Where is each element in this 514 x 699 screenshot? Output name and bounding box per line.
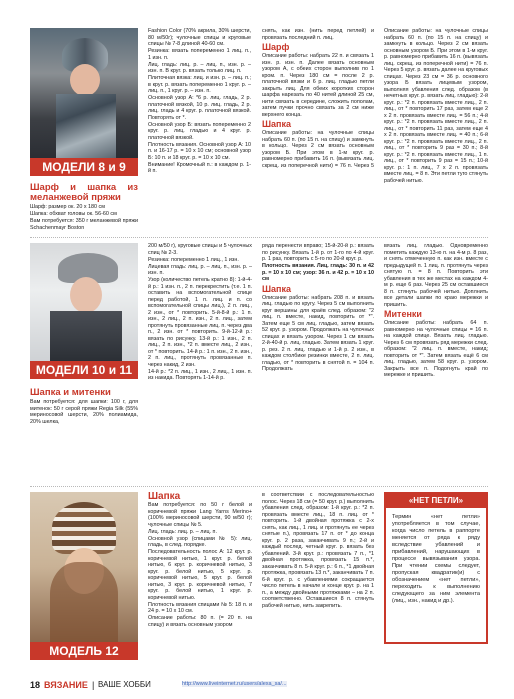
scarf-shape-2 (50, 311, 122, 361)
scarf-size: Шарф: размер ок. 20 х 180 см (30, 204, 105, 210)
scarf-text: Описание работы: набрать 22 п. и связать 1 изн. р. изн. п. Далее вязать основным узором А, с обеих сторон выполнив по 1 кром. п. Через 180 см = после 2 р. платочной вязки и 6 р. лиц. гладью петли закрыть лиц. Для обеих коротких сторон шарфа нарезать по 40 нитей длиной 25 см, нити связать в середине, сложить пополам, затем пучки прочно связать за 2 см ниже верхнего конца. (262, 53, 374, 118)
section1-col2 (148, 28, 251, 175)
mitt-text: Описание работы: набрать 64 п. равномерно на чулочные спицы = 16 п. на каждой спице. Вязать лиц. гладью. Через 6 см провязать ряд мережки след. образом: "2 лиц. п. вместе, накид; повторить от *". Затем вязать ещё 6 см лиц. гладью, затем 58 круг. р. узором. Закрыть все п. Подогнуть край по мережке и пришить. (384, 320, 488, 378)
face-shape (70, 64, 100, 96)
page-footer (0, 674, 514, 699)
s2-hat-heading: Шапка (262, 283, 291, 294)
model-8-9-label: МОДЕЛИ 8 и 9 (30, 158, 138, 176)
s1c2-p6: Плотность вязания. Основной узор А: 10 п. и 16-17 р. = 10 х 10 см; основной узор Б: 10 п. и 18 круг. р. = 10 х 10 см. (148, 141, 251, 161)
section2-col4 (384, 243, 488, 379)
mitt-heading: Митенки (384, 309, 422, 319)
s1c2-p2: Лиц. гладь: лиц. р. – лиц. п., изн. р. – изн. п. В круг. р. вязать только лиц. п. (148, 61, 251, 74)
s3c2-p2: Основной узор (спицами № 5): лиц. гладь, в след. порядке. (148, 535, 252, 548)
divider-1 (30, 237, 488, 238)
scarf-heading: Шарф (262, 42, 290, 52)
divider-2 (30, 486, 488, 487)
no-loop-text: Термин «нет петли» употребляется в том случае, когда число петель в раппорте меняется от ряда к ряду вследствие убавлений и прибавлений, нарушающих в процессе вывязывания узора. При чтении схемы следует, пропуская квадратик(и) с обозначением «нет петли», переходить к выполнению следующего за ним элемента (лиц., изн., накид и др.). (392, 514, 480, 604)
model-12-photo (30, 492, 138, 642)
model-10-11-label: МОДЕЛИ 10 и 11 (30, 361, 138, 379)
s3c2-p3: Последовательность полос А: 12 круг. р. коричневой нитью, 1 круг. р. белой нитью, 6 круг. р. коричневой нитью, 3 круг. р. белой нитью, 5 круг. р. коричневой нитью, 5 круг. р. белой нитью, 3 круг. р. коричневой нитью, 7 круг. р. белой нитью, 1 круг. р. коричневой нитью. (148, 549, 252, 601)
section2-intro: Вам потребуется: для шапки: 100 г, для митенок: 50 г серой пряжи Regia Silk (55% мериносовой шерсти, 20% полиамида, 20% шелка, (30, 399, 138, 425)
s1c2-p0: Fashion Color (70% акрила, 30% шерсти, 80 м/50г); чулочные спицы и круговые спицы № 7-8 длиной 40-60 см. (148, 28, 251, 47)
s3c2-p1: Лиц. гладь: лиц. р. – лиц. п. (148, 528, 217, 535)
scarf-shape (56, 94, 116, 158)
footer-url[interactable]: http://www.liveinternet.ru/users/alexa_sa/... (182, 681, 287, 687)
section2-col2 (148, 243, 252, 382)
s3c3-text: в соответствии с последовательностью полос. Через 18 см (= 50 круг. р.) выполнить убавления след. образом: 1-й круг. р.: *2 п. провязать вместе лиц., 18 п. лиц. от * повторить. 1-й двойная протяжка с 2-х снять, как лиц., 1 лиц. и протянуть ее через снятые п.), провязать 17 п. от * до конца круг. р. 2 раза, заканчивать 9 п.; 2-й и каждый послед. четный круг. р. вязать без убавлений. 3-й круг. р.: провязать 7 п., *1 двойная протяжка, провязать 15 п.*, заканчивать 8 п. 5-й круг. р.: 6 п., *1 двойная протяжка, провязать 13 п.*, заканчивать 7 п. 6-й круг. р. с убавлениями сокращается число петель в начале и конце круг. р. на 1 п., а между двойными протяжками – на 2 п. соответственно. Оставшиеся 8 п. стянуть рабочей нитью, нить закрепить. (262, 492, 374, 609)
hat-heading: Шапка (262, 119, 291, 129)
hair-shape (50, 562, 118, 642)
section1-title: Шарф и шапка из меланжевой пряжи (30, 182, 138, 203)
section1-col3 (262, 28, 374, 171)
s2c2-p2: Лицевая гладь: лиц. р. – лиц. п., изн. р. – изн. п. (148, 263, 252, 276)
s2c2-p3: Узор (количество петель кратно 8): 1-й-4-й р.: 1 изн. п., 2 п. перекрестить (т.е. 1 п. оставить на вспомогательной спице перед работой, 1 п. лиц. и п. со вспомогательной спицы лиц.), 2 п. лиц., 2 изн., от * повторить. 5-й-8-й р.: 1 п. изн., 2 лиц., 2 п. изн., 2 п. лиц., затем протянуть провязанные лиц. п. через два п., 2 изн. от * повторить. 9-й-12-й р.: вязать по рисунку. 13-й р.: 1 изн., 2 п. лиц., 2 п. изн., *2 п. вместе лиц., 2 изн., от * повторить. 14-й р.: 1 п. изн., 2 п. изн., 2 п. лиц., протянуть провязанные п. через накид, 2 изн. (148, 277, 252, 368)
no-loop-title: «НЕТ ПЕТЛИ» (386, 494, 486, 508)
striped-hat-shape (52, 502, 116, 554)
section1-col1 (30, 181, 138, 232)
s1c4-text: Описание работы: на чулочные спицы набрать 60 п. (по 15 п. на спицу) и замкнуть в кольцо. Через 2 см вязать основным узором Б. При этом в 1-м круг. р. равномерно прибавить 16 п. (вывязать лиц. скрещ. из поперечной нити) = 76 п. Через 5 круг. р. вязать далее на круговых спицах. Через 23 см = 36 р. основного узора Б вязать лицевым узором, выполняя убавления след. образом (в нечетных круг. р. вязать лиц. гладью): 2-й круг. р.: *2 п. провязать вместе лиц., 2 п. лиц., от * повторить 17 раз, затем еще 2 х 2 п. провязать вместе лиц. = 56 п.; 4-й круг. р.: *2 п. провязать вместе лиц., 2 п. лиц., от * повторить 11 раз, затем еще 4 х 2 п. провязать вместе лиц. = 40 п.; 6-й круг. р.: *2 п. провязать вместе лиц., 2 п. лиц., от * повторить 9 раз = 30 п.; 8-й круг. р.: *2 п. провязать вместе лиц., 1 п. лиц., от * повторить 9 раз = 15 п.; 10-й круг. р.: 1 п. лиц., 7 х 2 п. провязать вместе лиц. = 8 п. Эти петли туго стянуть рабочей нитью. (384, 28, 488, 184)
s2c4-top: вязать лиц. гладью. Одновременно пометить каждую 13-ю п. на 4-м р. 8 раз, и снять отмеченную п. как изн. вместе с предыдущей п. 1 лиц. п. протянуть через снятую п. = 8 п. Повторить эти убавления в тех же местах на каждом 4-м р. еще 6 раз. Через 25 см оставшиеся 8 п. стянуть рабочей нитью. Доплнить все детали шапки по краю мережки и пришить. (384, 243, 488, 308)
hat-size: Шапка: обхват головы ок. 56-60 см (30, 211, 117, 217)
footer-separator: | (92, 680, 95, 690)
hat-text: Описание работы: на чулочные спицы набрать 60 п. (по 15 п. на спицу) и замкнуть в кольцо. Через 2 см вязать основным узором Б. При этом в 1-м круг. р. равномерно прибавить 16 п. (вывязать лиц. скрещ. из поперечной нити) = 76 п. Через 5 (262, 130, 374, 169)
section2-col3 (262, 243, 374, 373)
s1c3-p0: снять, как изн. (нить перед петлей) и провязать последний п. лиц. (262, 28, 374, 41)
model-8-9-photo (30, 28, 138, 158)
s2c2-p0: 200 м/50 г), круговые спицы и 5 чулочных спиц № 2-3. (148, 243, 252, 256)
s2-hat-text: Описание работы: набрать 208 п. и вязать лиц. гладью по кругу. Через 5 см выполнить круг вершины для краёв след. образом: "2 лиц. п. вместе, накид, повторить от *". Затем еще 5 см лиц. гладью, затем вязать 52 круг. р. узором. Продолжать на чулочных спицах и вязать узором. Через 1 см вязать 2-й-40-й р. лиц. гладью. Затем вязать 1 круг. р. рез. 2 п. лиц. гладью и 1-й р. 2 изн., в каждом столбике резинки вместе, 2 п. лиц. гладью, от * повторить в снятой п. = 104 п. Продолжать (262, 294, 374, 372)
s1c2-p1: Резинка: вязать попеременно 1 лиц. п., 1 изн. п. (148, 48, 251, 61)
section3-col3 (262, 492, 374, 610)
section2-title: Шапка и митенки (30, 387, 111, 398)
s1c2-p5: Основной узор Б: вязать попеременно 2 круг. р. лиц. гладью и 4 круг. р. платочной вязкой. (148, 121, 251, 141)
s3c2-p4: Плотность вязания спицами № 5: 18 п. и 24 р. = 10 х 10 см. (148, 601, 252, 614)
magazine-name: ВЯЗАНИЕ (44, 680, 88, 690)
footer-tagline: ВАШЕ ХОББИ (98, 680, 151, 689)
s2c2-p1: Резинка: попеременно 1 лиц., 1 изн. (148, 256, 239, 263)
face-shape-2 (70, 277, 102, 313)
model-12-label: МОДЕЛЬ 12 (30, 642, 138, 660)
s1c2-p7: Внимание! Кромочный п.: в каждом р. 1-й п. (148, 161, 251, 174)
s2c3-top: ряда перенести вправо; 15-й-20-й р.: вязать по рисунку. Вязать 1-й р. от 1-го по 4-й круг. р. 1 раз, повторить с 5-го по 20-й круг. р. (262, 243, 374, 262)
s3c2-p5: Описание работы: 80 п. (= 20 п. на спицу) и вязать основным узором (148, 615, 252, 628)
s1c2-p3: Плиточная вязка: лиц. и изн. р. – лиц. п.; в круг. р. вязать попеременно 1 круг. р. – лиц. п., 1 круг. р. – изн. п. (148, 75, 251, 94)
s1c2-p4: Основной узор А: *6 р. лиц. гладь, 2 р. платочной вязкой, 10 р. лиц. гладь, 2 р. лиц. гладь и 4 круг. р. платочной вязкой. Повторять от *. (148, 95, 251, 121)
model-10-11-photo (30, 243, 138, 361)
section3-col2 (148, 492, 252, 629)
section2-col1 (30, 386, 138, 426)
s2c2-p4: 14-й р.: *2 п. лиц., 1 изн., 2 лиц., 1 изн. п. из накида. Повторять 1-14-й р. (148, 368, 252, 381)
s3c2-p0: Вам потребуется: по 50 г белой и коричневой пряжи Lang Yarns Merino+ (100% мериносовой шерсти, 90 м/50 г); чулочные спицы № 5. (148, 502, 252, 528)
no-loop-box (384, 492, 488, 644)
page-number: 18 (30, 680, 41, 690)
section1-col4 (384, 28, 488, 185)
s2c3-density: Плотность вязания. Лиц. гладь: 30 п. и 42 р. = 10 х 10 см; узор: 36 п. и 42 р. = 10 х 10 см (262, 263, 374, 282)
materials-1: Вам потребуется: 350 г меланжевой пряжи Schachenmayr Boston (30, 218, 138, 231)
section3-title: Шапка (148, 492, 181, 502)
